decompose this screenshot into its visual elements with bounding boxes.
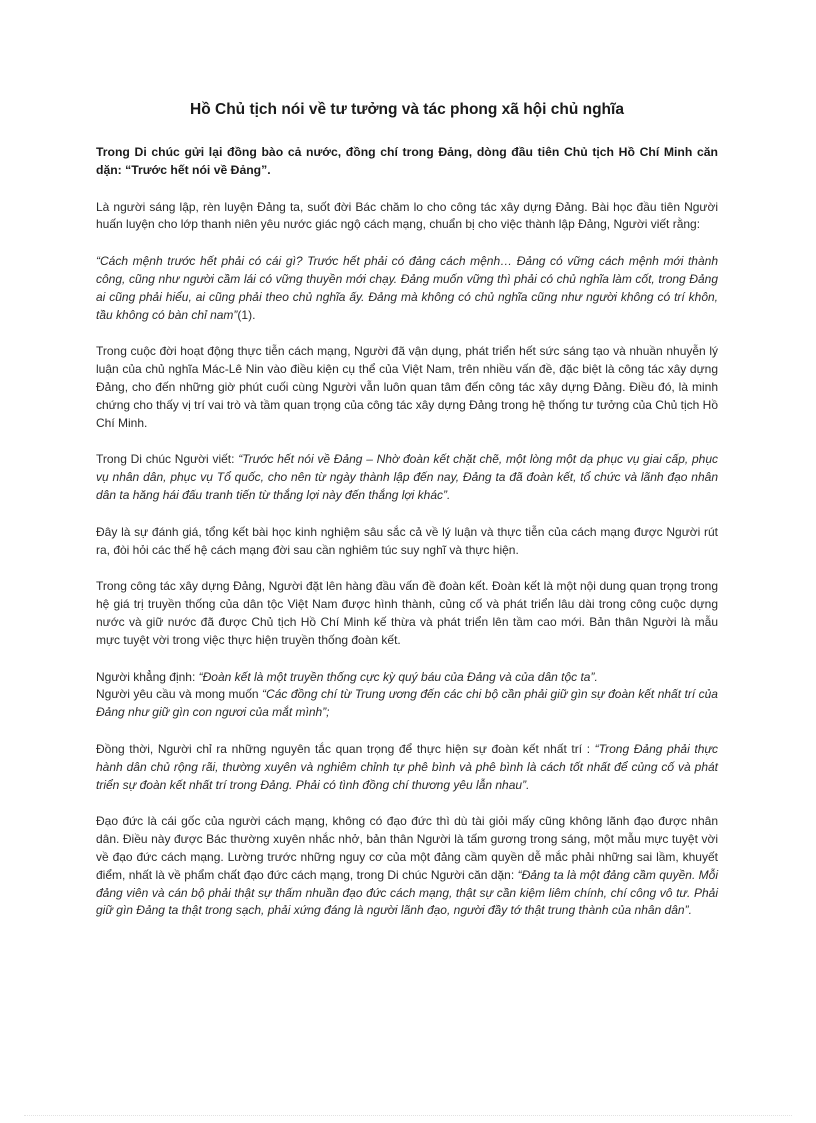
paragraph-7 <box>96 669 718 687</box>
quote-text: “Đảng ta là một đảng cầm quyền. Mỗi đảng viên và cán bộ phải thật sự thấm nhuần đạo đức cách mạng, thật sự cần kiệm liêm chính, chí công vô tư. Phải giữ gìn Đảng ta thật trong sạch, phải xứng đáng là người lãnh đạo, người đầy tớ thật trung thành của nhân dân”. <box>96 867 719 918</box>
quote-text: “Cách mệnh trước hết phải có cái gì? Trước hết phải có đảng cách mệnh… Đảng có vững cách mệnh mới thành công, cũng như người cầm lái có vững thuyền mới chạy. Đảng muốn vững thì phải có chủ nghĩa làm cốt, trong Đảng ai cũng phải hiểu, ai cũng phải theo chủ nghĩa ấy. Đảng mà không có chủ nghĩa cũng như người không có trí khôn, tầu không có bàn chỉ nam” <box>96 254 718 322</box>
page-bottom-divider <box>24 1115 792 1116</box>
lead-paragraph: Trong Di chúc gửi lại đồng bào cả nước, đồng chí trong Đảng, dòng đầu tiên Chủ tịch Hồ Chí Minh căn dặn: “Trước hết nói về Đảng”. <box>96 145 718 177</box>
paragraph-3: Trong cuộc đời hoạt động thực tiễn cách mạng, Người đã vận dụng, phát triển hết sức sáng tạo và nhuần nhuyễn lý luận của chủ nghĩa Mác-Lê Nin vào điều kiện cụ thể của Việt Nam, trên nhiều vấn đề, đặc biệt là công tác xây dựng Đảng, cho đến những giờ phút cuối cùng Người vẫn luôn quan tâm đến công tác xây dựng Đảng. Điều đó, là minh chứng cho thấy vị trí vai trò và tầm quan trọng của công tác xây dựng Đảng trong hệ thống tư tưởng của Chủ tịch Hồ Chí Minh. <box>96 344 718 430</box>
paragraph-6: Trong công tác xây dựng Đảng, Người đặt lên hàng đầu vấn đề đoàn kết. Đoàn kết là một nội dung quan trọng trong hệ giá trị truyền thống của dân tộc Việt Nam được hình thành, củng cố và phát triển lâu dài trong công cuộc dựng nước và giữ nước đã được Chủ tịch Hồ Chí Minh kế thừa và phát triển lên tầm cao mới. Bản thân Người là mẫu mực tuyệt vời trong việc thực hiện truyền thống đoàn kết. <box>96 579 718 647</box>
paragraph-8 <box>96 686 718 722</box>
quote-text: “Trong Đảng phải thực hành dân chủ rộng rãi, thường xuyên và nghiêm chỉnh tự phê bình và phê bình là cách tốt nhất để củng cố và phát triển sự đoàn kết nhất trí trong Đảng. Phải có tình đồng chí thương yêu lẫn nhau”. <box>96 741 718 792</box>
footnote-ref: (1). <box>237 307 256 322</box>
paragraph-10 <box>96 813 718 920</box>
paragraph-lead: Đồng thời, Người chỉ ra những nguyên tắc quan trọng để thực hiện sự đoàn kết nhất trí : <box>96 741 595 756</box>
paragraph-4 <box>96 451 718 504</box>
paragraph-1: Là người sáng lập, rèn luyện Đảng ta, suốt đời Bác chăm lo cho công tác xây dựng Đảng. Bài học đầu tiên Người huấn luyện cho lớp thanh niên yêu nước giác ngộ cách mạng, chuẩn bị cho việc thành lập Đảng, Người viết rằng: <box>96 199 718 232</box>
quote-text: “Trước hết nói về Đảng – Nhờ đoàn kết chặt chẽ, một lòng một dạ phục vụ giai cấp, phục vụ nhân dân, phục vụ Tổ quốc, cho nên từ ngày thành lập đến nay, Đảng ta đã đoàn kết, tổ chức và lãnh đạo nhân dân ta hăng hái đấu tranh tiến từ thắng lợi này đến thắng lợi khác”. <box>96 452 718 502</box>
paragraph-9 <box>96 741 718 794</box>
paragraph-2 <box>96 253 718 324</box>
document-page <box>96 100 718 939</box>
document-title: Hồ Chủ tịch nói về tư tưởng và tác phong xã hội chủ nghĩa <box>190 101 624 118</box>
paragraph-lead: Người khẳng định: <box>96 669 199 684</box>
paragraph-5: Đây là sự đánh giá, tổng kết bài học kinh nghiệm sâu sắc cả về lý luận và thực tiễn của cách mạng được Người rút ra, đòi hỏi các thế hệ cách mạng đời sau cần nghiêm túc suy nghĩ và thực hiện. <box>96 524 718 557</box>
paragraph-lead: Đạo đức là cái gốc của người cách mạng, không có đạo đức thì dù tài giỏi mấy cũng không lãnh đạo được nhân dân. Điều này được Bác thường xuyên nhắc nhở, bản thân Người là tấm gương trong sáng, một mẫu mực tuyệt vời về đạo đức cách mạng. Lường trước những nguy cơ của một đảng cầm quyền dễ mắc phải những sai lầm, khuyết điểm, nhất là về phẩm chất đạo đức cách mạng, trong Di chúc Người căn dặn: <box>96 814 718 882</box>
paragraph-lead: Trong Di chúc Người viết: <box>96 452 239 467</box>
quote-text: “Đoàn kết là một truyền thống cực kỳ quý báu của Đảng và của dân tộc ta”. <box>198 669 598 684</box>
quote-text: “Các đồng chí từ Trung ương đến các chi bộ cần phải giữ gìn sự đoàn kết nhất trí của Đảng như giữ gìn con ngươi của mắt mình”; <box>96 687 718 720</box>
paragraph-lead: Người yêu cầu và mong muốn <box>96 687 263 702</box>
